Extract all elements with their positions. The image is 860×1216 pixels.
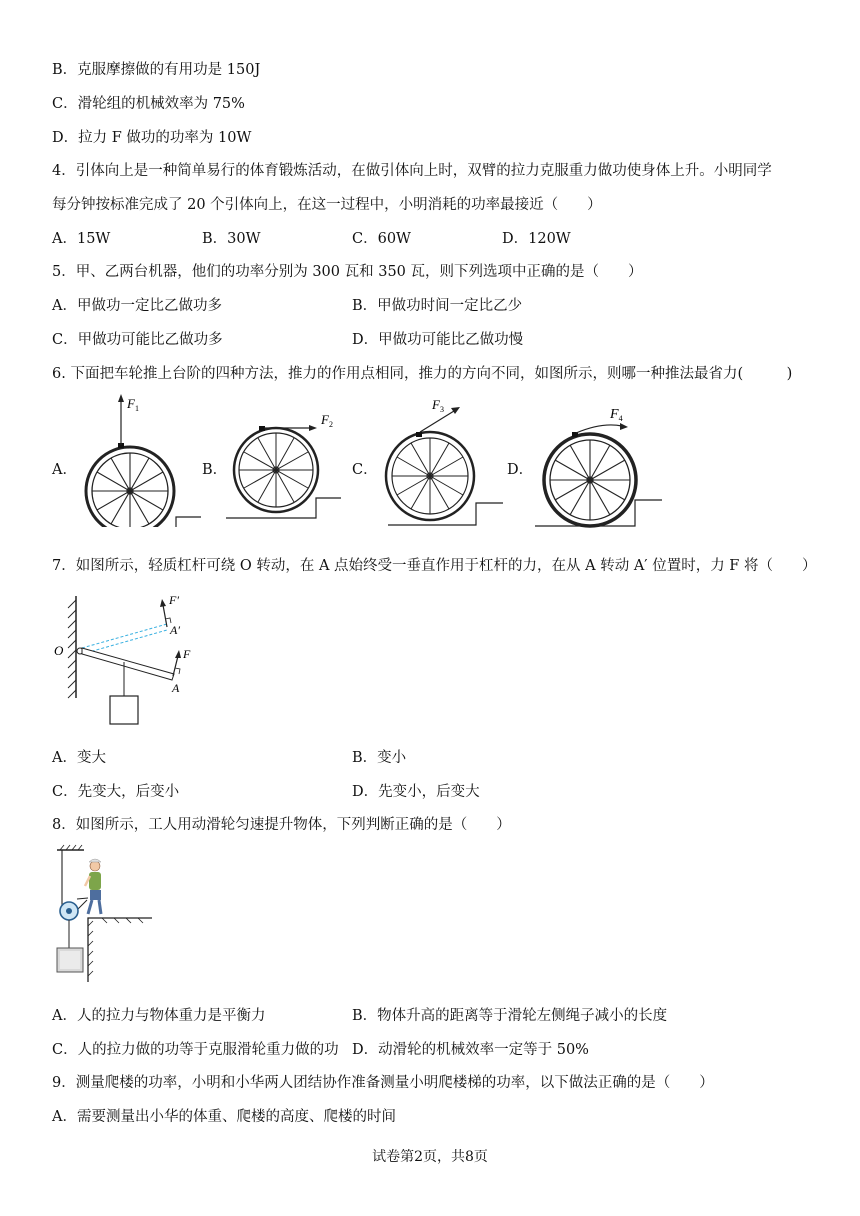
q4-option-b: B．30W xyxy=(202,231,261,247)
label-f: F xyxy=(183,647,191,661)
q8-option-c: C．人的拉力做的功等于克服滑轮重力做的功 xyxy=(52,1042,339,1058)
worker-icon xyxy=(85,859,101,914)
label-a: A xyxy=(172,681,180,695)
q9-option-a: A．需要测量出小华的体重、爬楼的高度、爬楼的时间 xyxy=(52,1109,396,1125)
page-footer: 试卷第2页，共8页 xyxy=(372,1149,488,1165)
q6-label-a: A． xyxy=(52,462,77,478)
wheel-figure-c xyxy=(378,395,508,527)
force-label-f2: $F_2$ xyxy=(321,412,333,429)
q3-option-b: B．克服摩擦做的有用功是 150J xyxy=(52,62,261,78)
q6-stem: 6. 下面把车轮推上台阶的四种方法，推力的作用点相同，推力的方向不同，如图所示，则哪一种推法最省力( ) xyxy=(52,366,793,382)
q4-stem-line2: 每分钟按标准完成了 20 个引体向上，在这一过程中，小明消耗的功率最接近（ ） xyxy=(52,197,602,213)
q4-option-d: D．120W xyxy=(502,231,571,247)
q7-option-d: D．先变小，后变大 xyxy=(352,784,480,800)
q7-option-a: A．变大 xyxy=(52,750,106,766)
q3-option-d: D．拉力 F 做功的功率为 10W xyxy=(52,130,252,146)
q5-option-b: B．甲做功时间一定比乙少 xyxy=(352,298,523,314)
q8-option-a: A．人的拉力与物体重力是平衡力 xyxy=(52,1008,266,1024)
label-a-prime: A′ xyxy=(170,623,180,637)
q6-label-d: D． xyxy=(507,462,534,478)
q7-option-b: B．变小 xyxy=(352,750,407,766)
force-label-f1: $F_1$ xyxy=(127,396,139,413)
pulley-figure xyxy=(52,844,162,988)
q7-stem: 7．如图所示，轻质杠杆可绕 O 转动，在 A 点始终受一垂直作用于杠杆的力，在从 A 转动 A′ 位置时，力 F 将（ ） xyxy=(52,558,817,574)
q9-stem: 9．测量爬楼的功率，小明和小华两人团结协作准备测量小明爬楼梯的功率，以下做法正确的是（ ） xyxy=(52,1075,714,1091)
q4-stem-line1: 4．引体向上是一种简单易行的体育锻炼活动，在做引体向上时，双臂的拉力克服重力做功使身体上升。小明同学 xyxy=(52,163,772,179)
force-label-f4: $F_4$ xyxy=(610,407,623,423)
q3-option-c: C．滑轮组的机械效率为 75% xyxy=(52,96,245,112)
q5-stem: 5．甲、乙两台机器，他们的功率分别为 300 瓦和 350 瓦，则下列选项中正确的是（ ） xyxy=(52,264,643,280)
q6-label-b: B． xyxy=(202,462,228,478)
lever-figure xyxy=(52,588,212,730)
q4-option-c: C．60W xyxy=(352,231,411,247)
label-o: O xyxy=(54,643,64,658)
q8-option-b: B．物体升高的距离等于滑轮左侧绳子减小的长度 xyxy=(352,1008,668,1024)
q5-option-a: A．甲做功一定比乙做功多 xyxy=(52,298,222,314)
force-label-f3: $F_3$ xyxy=(432,397,444,414)
q8-option-d: D．动滑轮的机械效率一定等于 50% xyxy=(352,1042,589,1058)
q7-option-c: C．先变大，后变小 xyxy=(52,784,180,800)
q4-option-a: A．15W xyxy=(52,231,111,247)
wheel-figure-d xyxy=(530,400,670,528)
q8-stem: 8．如图所示，工人用动滑轮匀速提升物体，下列判断正确的是（ ） xyxy=(52,817,511,833)
wheel-figure-a xyxy=(76,392,206,527)
q5-option-c: C．甲做功可能比乙做功多 xyxy=(52,332,223,348)
label-f-prime: F′ xyxy=(169,593,179,607)
wheel-figure-b xyxy=(226,398,351,526)
q6-label-c: C． xyxy=(352,462,378,478)
q5-option-d: D．甲做功可能比乙做功慢 xyxy=(352,332,524,348)
